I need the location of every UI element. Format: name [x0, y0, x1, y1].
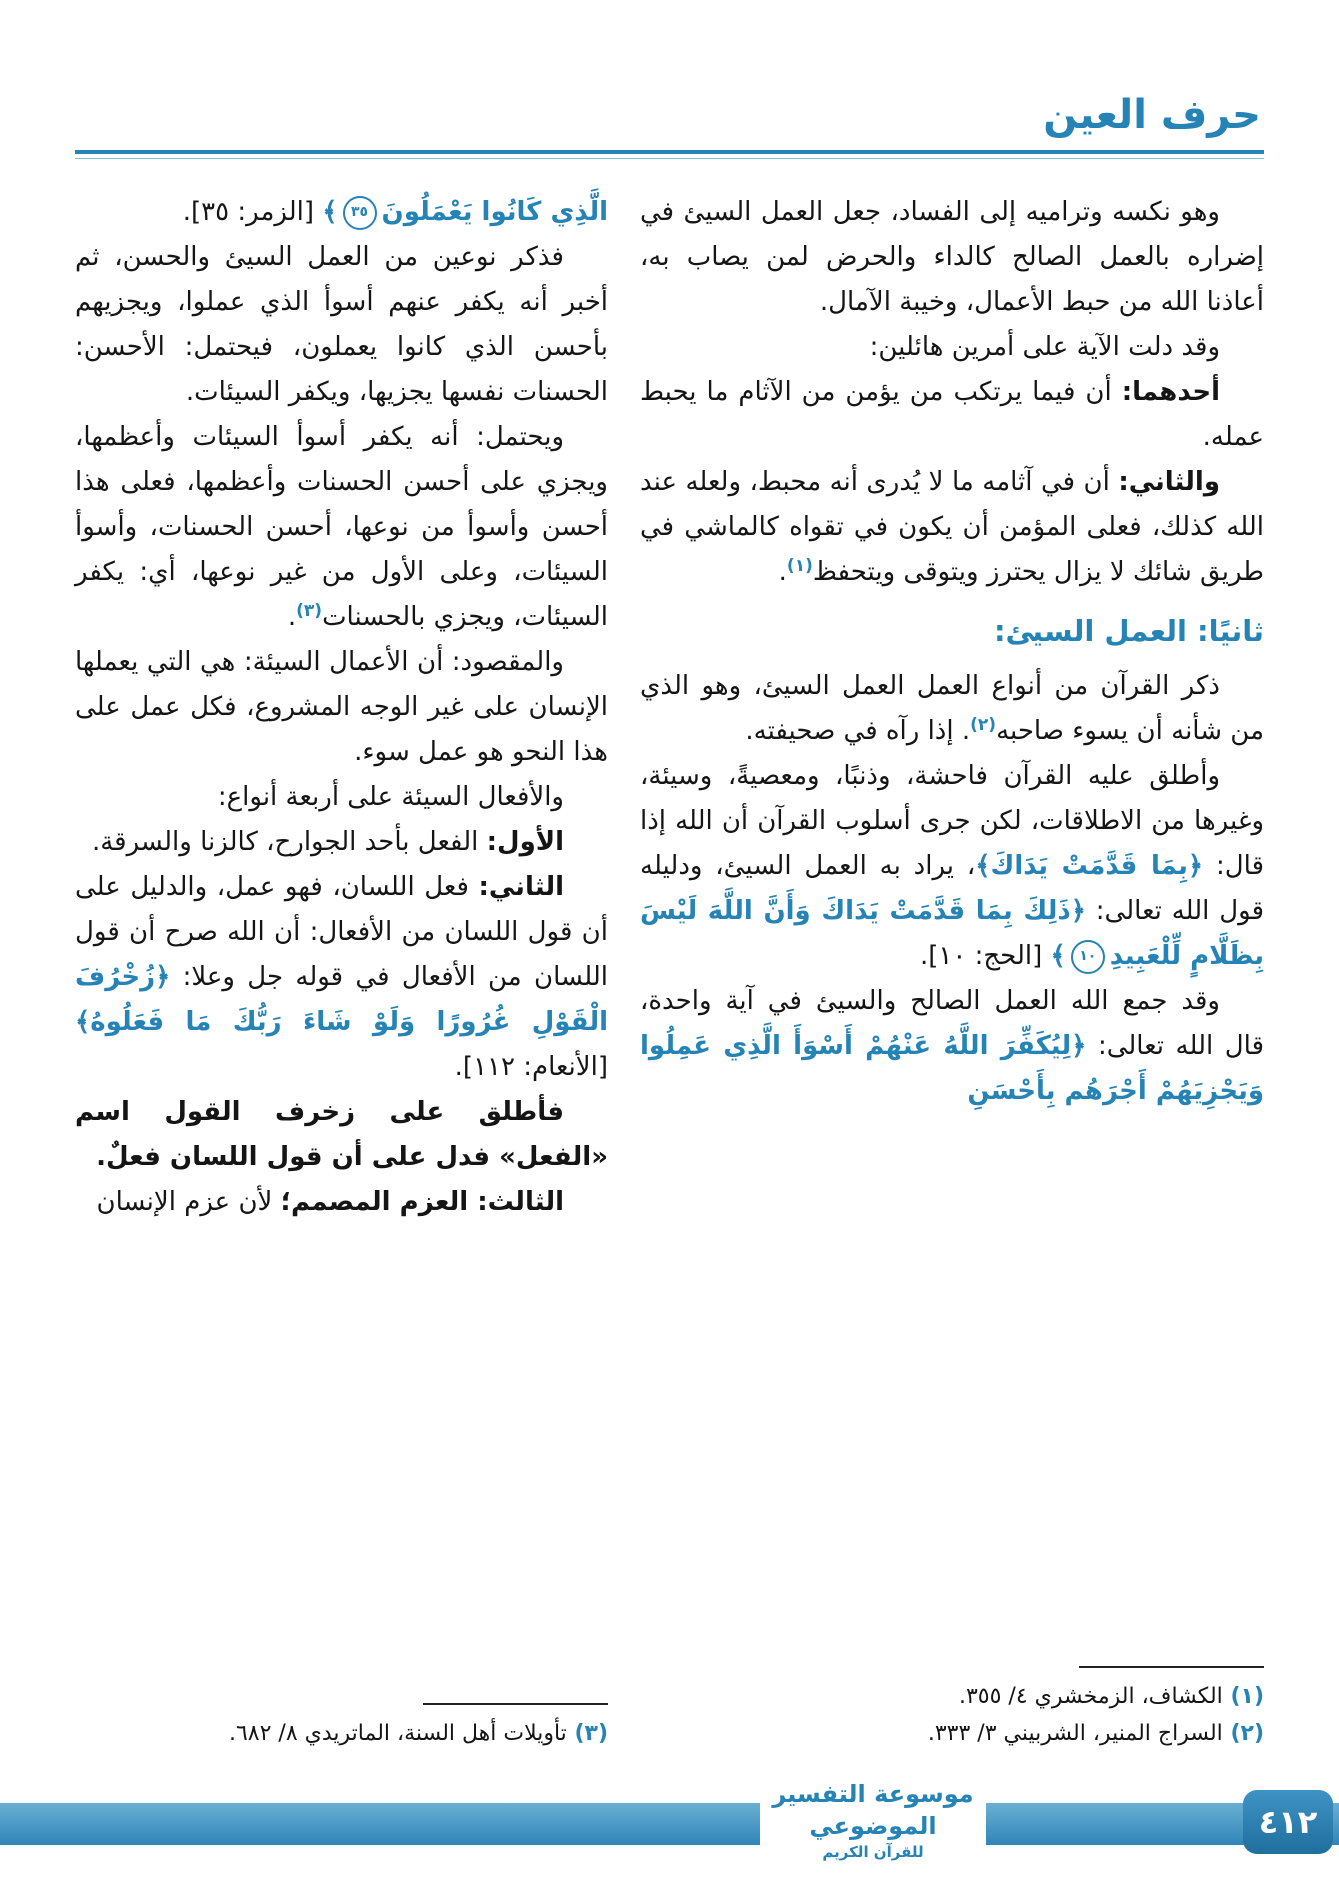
text-segment: وقد دلت الآية على أمرين هائلين:	[869, 332, 1220, 362]
emphasis-text: أحدهما:	[1121, 377, 1220, 407]
paragraph	[75, 775, 608, 820]
paragraph	[640, 979, 1264, 1114]
heading-text: ثانيًا: العمل السيئ:	[993, 614, 1264, 648]
footnote-number: (٣)	[566, 1721, 608, 1746]
quran-verse: ﴿لِيُكَفِّرَ اللَّهُ عَنْهُمْ أَسْوَأَ الَّذِي عَمِلُوا وَيَجْزِيَهُمْ أَجْرَهُم بِأَحْسَنِ	[640, 1031, 1264, 1106]
footnote-text: تأويلات أهل السنة، الماتريدي ٨/ ٦٨٢.	[228, 1721, 567, 1746]
paragraph	[640, 325, 1264, 370]
paragraph	[75, 190, 608, 235]
footnote-number: (٢)	[1222, 1721, 1264, 1746]
text-segment: ، يراد به العمل السيئ، ودليله قول الله تعالى:	[640, 851, 1264, 926]
header-rule-thin	[75, 158, 1264, 159]
footnote-ref: (١)	[786, 556, 813, 576]
chapter-title: حرف العين	[1043, 92, 1261, 138]
paragraph	[75, 1090, 608, 1180]
text-segment: [الزمر: ٣٥].	[182, 197, 323, 227]
text-segment: [الأنعام: ١١٢].	[454, 1052, 608, 1082]
text-segment: لأن عزم الإنسان	[96, 1187, 281, 1217]
footnote-text: الكشاف، الزمخشري ٤/ ٣٥٥.	[958, 1684, 1223, 1709]
paragraph	[640, 370, 1264, 460]
text-segment: ذكر القرآن من أنواع العمل العمل السيئ، وهو الذي من شأنه أن يسوء صاحبه	[640, 671, 1264, 746]
footnote-text: السراج المنير، الشربيني ٣/ ٣٣٣.	[927, 1721, 1223, 1746]
ayah-number: ١٠	[1071, 940, 1105, 974]
page-number: ٤١٢	[1243, 1790, 1333, 1854]
header-rule	[75, 150, 1264, 154]
column-left	[75, 190, 608, 1756]
footer-band	[0, 1803, 1339, 1845]
text-segment: أن فيما يرتكب من يؤمن من الآثام ما يحبط عمله.	[640, 377, 1264, 452]
paragraph	[75, 820, 608, 865]
paragraph	[640, 460, 1264, 595]
paragraph	[640, 754, 1264, 979]
text-segment: فذكر نوعين من العمل السيئ والحسن، ثم أخبر أنه يكفر عنهم أسوأ الذي عملوا، ويجزيهم بأحسن الذي كانوا يعملون، فيحتمل: الأحسن: الحسنات نفسها يجزيها، ويكفر السيئات.	[75, 242, 608, 407]
section-heading	[640, 609, 1264, 654]
text-segment: .	[778, 557, 787, 587]
emphasis-text: الثاني:	[478, 872, 564, 902]
footnote	[75, 1715, 608, 1752]
column-left-footnotes	[75, 1703, 608, 1756]
text-segment: أن في آثامه ما لا يُدرى أنه محبط، ولعله عند الله كذلك، فعلى المؤمن أن يكون في تقواه كالماشي في طريق شائك لا يزال يحترز ويتوقى ويتحفظ	[640, 467, 1264, 587]
footnote-separator	[423, 1703, 608, 1705]
footnote-separator	[1079, 1666, 1264, 1668]
paragraph	[75, 235, 608, 415]
quran-verse: الَّذِي كَانُوا يَعْمَلُونَ	[381, 197, 608, 227]
paragraph	[75, 415, 608, 640]
text-segment: وهو نكسه وتراميه إلى الفساد، جعل العمل السيئ في إضراره بالعمل الصالح كالداء والحرض لمن يصاب به، أعاذنا الله من حبط الأعمال، وخيبة الآمال.	[640, 197, 1264, 317]
ayah-number: ٣٥	[343, 196, 377, 230]
text-segment: . إذا رآه في صحيفته.	[745, 716, 971, 746]
footnote	[640, 1715, 1264, 1752]
text-segment: وأطلق عليه القرآن فاحشة، وذنبًا، ومعصيةً، وسيئة، وغيرها من الاطلاقات، لكن جرى أسلوب القرآن أن الله إذا قال:	[640, 761, 1264, 881]
text-columns	[75, 190, 1264, 1756]
footnote-number: (١)	[1222, 1684, 1264, 1709]
emphasis-text: فأطلق على زخرف القول اسم «الفعل» فدل على أن قول اللسان فعلٌ.	[75, 1097, 608, 1172]
paragraph	[640, 664, 1264, 754]
footnote-ref: (٣)	[296, 601, 323, 621]
text-segment: .	[287, 602, 297, 632]
column-right-footnotes	[640, 1666, 1264, 1756]
paragraph	[75, 640, 608, 775]
text-segment: والأفعال السيئة على أربعة أنواع:	[217, 782, 564, 812]
text-segment: الفعل بأحد الجوارح، كالزنا والسرقة.	[91, 827, 487, 857]
publisher-logo-subtitle: للقرآن الكريم	[822, 1843, 924, 1861]
quran-verse: ﴿بِمَا قَدَّمَتْ يَدَاكَ﴾	[975, 851, 1204, 881]
publisher-logo	[760, 1772, 986, 1866]
footnote-ref: (٢)	[970, 715, 997, 735]
text-segment: [الحج: ١٠].	[920, 941, 1051, 971]
footnote	[640, 1678, 1264, 1715]
quran-verse: ﴿زُخْرُفَ الْقَوْلِ غُرُورًا وَلَوْ شَاءَ رَبُّكَ مَا فَعَلُوهُ﴾	[75, 962, 608, 1037]
quran-verse: ﴾	[1050, 941, 1066, 971]
quran-verse: ﴾	[322, 197, 338, 227]
text-segment: ويحتمل: أنه يكفر أسوأ السيئات وأعظمها، ويجزي على أحسن الحسنات وأعظمها، فعلى هذا أحسن وأسوأ من نوعها، أحسن الحسنات، وأسوأ السيئات، وعلى الأول من غير نوعها، أي: يكفر السيئات، ويجزي بالحسنات	[75, 422, 608, 632]
paragraph	[75, 865, 608, 1090]
column-left-body	[75, 190, 608, 1225]
quran-verse: ﴿ذَلِكَ بِمَا قَدَّمَتْ يَدَاكَ وَأَنَّ اللَّهَ لَيْسَ بِظَلَّامٍ لِّلْعَبِيدِ	[640, 896, 1264, 971]
column-right-body	[640, 190, 1264, 1114]
paragraph	[640, 190, 1264, 325]
emphasis-text: الأول:	[486, 827, 564, 857]
publisher-logo-title: موسوعة التفسير الموضوعي	[772, 1780, 974, 1840]
text-segment: والمقصود: أن الأعمال السيئة: هي التي يعملها الإنسان على غير الوجه المشروع، فكل عمل على هذا النحو هو عمل سوء.	[75, 647, 608, 767]
paragraph	[75, 1180, 608, 1225]
emphasis-text: والثاني:	[1118, 467, 1220, 497]
text-segment: فعل اللسان، فهو عمل، والدليل على أن قول اللسان من الأفعال: أن الله صرح أن قول اللسان من الأفعال في قوله جل وعلا:	[75, 872, 608, 992]
text-segment: وقد جمع الله العمل الصالح والسيئ في آية واحدة، قال الله تعالى:	[640, 986, 1264, 1061]
column-right	[640, 190, 1264, 1756]
emphasis-text: الثالث: العزم المصمم؛	[280, 1187, 564, 1217]
